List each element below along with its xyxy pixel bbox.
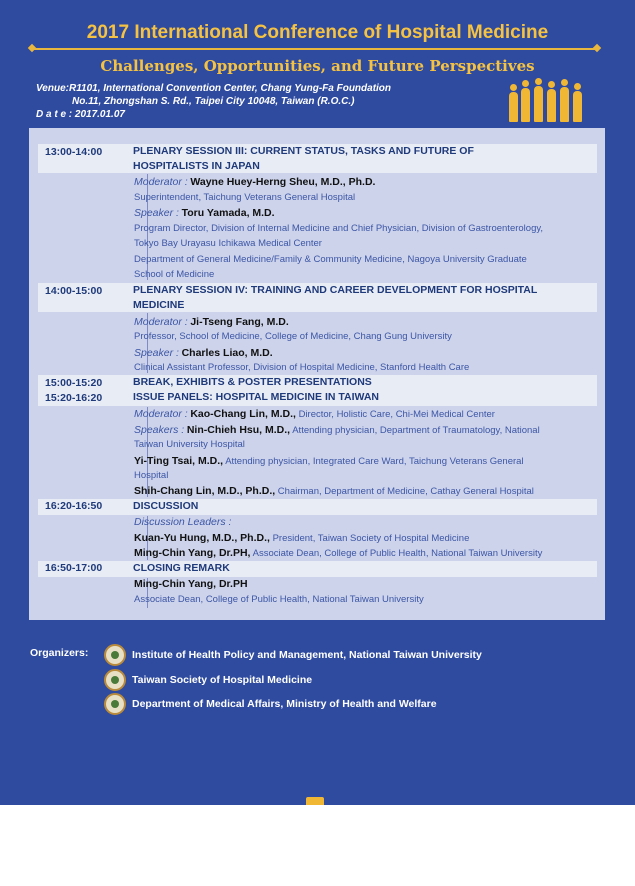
session-band [38, 561, 597, 577]
schedule-panel [29, 128, 605, 620]
session-band [38, 499, 597, 515]
title-divider [32, 48, 597, 50]
affiliation: President, Taiwan Society of Hospital Medicine [272, 533, 470, 544]
session-title-line: PLENARY SESSION IV: TRAINING AND CAREER DEVELOPMENT FOR HOSPITAL [133, 284, 538, 296]
affiliation: Associate Dean, College of Public Health, National Taiwan University [252, 548, 543, 559]
moderator-label: Moderator : [134, 408, 188, 420]
society-logo-icon [104, 669, 126, 691]
speaker-line [134, 423, 540, 438]
speaker-name: Nin-Chieh Hsu, M.D., [186, 424, 291, 436]
session-title-line: MEDICINE [133, 299, 185, 311]
organizer-name: Department of Medical Affairs, Ministry of Health and Welfare [132, 697, 437, 710]
affiliation: Tokyo Bay Urayasu Ichikawa Medical Center [134, 238, 322, 249]
venue-line-1: Venue:R1101, International Convention Center, Chang Yung-Fa Foundation [36, 83, 392, 94]
leaders-line [134, 515, 231, 530]
session-time: 15:20-16:20 [45, 392, 103, 404]
ministry-logo-icon [104, 693, 126, 715]
venue-block [36, 82, 391, 121]
speaker-name: Toru Yamada, M.D. [181, 207, 275, 219]
affiliation: Attending physician, Department of Traumatology, National [292, 425, 540, 436]
closing-speaker [134, 577, 248, 592]
affiliation: Superintendent, Taichung Veterans General Hospital [134, 192, 356, 203]
venue-line-2: No.11, Zhongshan S. Rd., Taipei City 10048, Taiwan (R.O.C.) [72, 96, 355, 107]
moderator-label: Moderator : [134, 176, 188, 188]
conference-subtitle: Challenges, Opportunities, and Future Perspectives [100, 57, 535, 75]
affiliation: School of Medicine [134, 269, 215, 280]
session-title [133, 283, 537, 313]
ntu-logo-icon [104, 644, 126, 666]
moderator-line [134, 315, 289, 330]
session-title: BREAK, EXHIBITS & POSTER PRESENTATIONS [133, 376, 372, 388]
speaker-line [134, 206, 275, 221]
session-time: 16:50-17:00 [45, 562, 103, 574]
affiliation: Attending physician, Integrated Care Ward, Taichung Veterans General [225, 456, 524, 467]
speaker-line [134, 484, 534, 499]
speaker-label: Speaker : [134, 347, 179, 359]
affiliation: Hospital [134, 470, 169, 481]
speaker-line [134, 454, 524, 469]
moderator-label: Moderator : [134, 316, 188, 328]
date-line: D a t e : 2017.01.07 [36, 109, 125, 120]
affiliation: Chairman, Department of Medicine, Cathay General Hospital [277, 486, 534, 497]
speaker-label: Speaker : [134, 207, 179, 219]
session-title: CLOSING REMARK [133, 562, 230, 574]
affiliation: Clinical Assistant Professor, Division of Hospital Medicine, Stanford Health Care [134, 362, 470, 373]
moderator-name: Ji-Tseng Fang, M.D. [190, 316, 289, 328]
session-title-line: HOSPITALISTS IN JAPAN [133, 160, 260, 172]
speakers-label: Speakers : [134, 424, 185, 436]
leader-line [134, 531, 469, 546]
organizer-item [104, 669, 312, 691]
session-time: 15:00-15:20 [45, 377, 103, 389]
affiliation: Director, Holistic Care, Chi-Mei Medical Center [298, 409, 495, 420]
organizer-item [104, 644, 482, 666]
moderator-name: Wayne Huey-Herng Sheu, M.D., Ph.D. [190, 176, 376, 188]
organizer-item [104, 693, 437, 715]
affiliation: Program Director, Division of Internal Medicine and Chief Physician, Division of Gastroenterology, [134, 223, 544, 234]
session-title: ISSUE PANELS: HOSPITAL MEDICINE IN TAIWAN [133, 391, 379, 403]
moderator-line [134, 175, 375, 190]
leader-name: Kuan-Yu Hung, M.D., Ph.D., [134, 532, 270, 544]
speaker-name: Yi-Ting Tsai, M.D., [134, 455, 224, 467]
session-time: 16:20-16:50 [45, 500, 103, 512]
organizer-name: Taiwan Society of Hospital Medicine [132, 673, 313, 686]
moderator-name: Kao-Chang Lin, M.D., [190, 408, 296, 420]
moderator-line [134, 407, 495, 422]
speaker-name: Charles Liao, M.D. [181, 347, 273, 359]
speaker-name: Ming-Chin Yang, Dr.PH [134, 578, 248, 590]
affiliation: Taiwan University Hospital [134, 439, 245, 450]
speaker-name: Shih-Chang Lin, M.D., Ph.D., [134, 485, 276, 497]
session-time: 14:00-15:00 [45, 285, 103, 297]
organizers-label: Organizers: [30, 647, 89, 659]
doctors-illustration [507, 76, 587, 122]
leader-name: Ming-Chin Yang, Dr.PH, [134, 547, 251, 559]
session-title: DISCUSSION [133, 500, 199, 512]
conference-title: 2017 International Conference of Hospital Medicine [86, 22, 549, 43]
page-tab-marker [306, 797, 324, 805]
session-time: 13:00-14:00 [45, 146, 103, 158]
leader-line [134, 546, 542, 561]
affiliation: Department of General Medicine/Family & Community Medicine, Nagoya University Graduate [134, 254, 527, 265]
leaders-label: Discussion Leaders : [134, 516, 232, 528]
affiliation: Professor, School of Medicine, College of Medicine, Chang Gung University [134, 331, 452, 342]
session-title-line: PLENARY SESSION III: CURRENT STATUS, TASKS AND FUTURE OF [133, 145, 474, 157]
organizer-name: Institute of Health Policy and Management, National Taiwan University [132, 648, 482, 661]
affiliation: Associate Dean, College of Public Health, National Taiwan University [134, 594, 424, 605]
speaker-line [134, 346, 273, 361]
session-title [133, 144, 474, 174]
